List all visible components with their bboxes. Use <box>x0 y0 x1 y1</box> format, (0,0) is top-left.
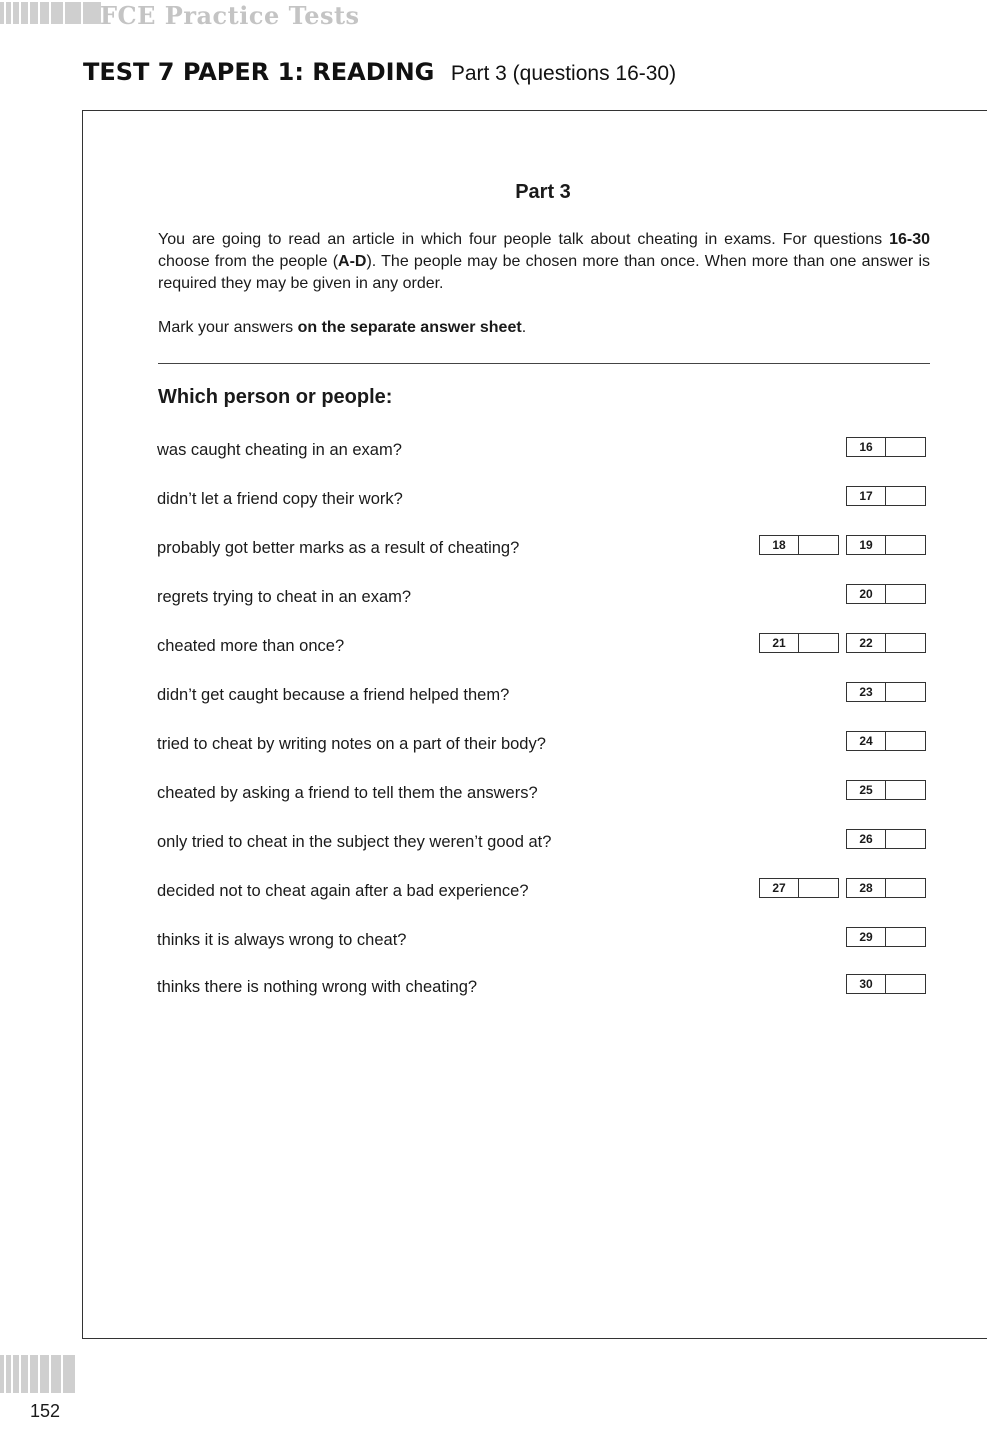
question-row <box>157 486 927 514</box>
question-text: didn’t let a friend copy their work? <box>157 490 403 508</box>
answer-box[interactable] <box>846 633 926 653</box>
question-row <box>157 584 927 612</box>
question-row <box>157 927 927 955</box>
part-subtitle: Part 3 (questions 16-30) <box>450 62 677 85</box>
answer-box[interactable] <box>759 878 839 898</box>
answer-box[interactable] <box>846 974 926 994</box>
test-heading <box>83 58 676 86</box>
mark-text: Mark your answers <box>158 319 298 336</box>
question-heading: Which person or people: <box>158 386 393 408</box>
question-row <box>157 974 927 1002</box>
question-range: 16-30 <box>889 231 930 248</box>
question-text: thinks there is nothing wrong with cheating? <box>157 978 478 996</box>
mark-answers-instruction <box>158 319 526 337</box>
page-number: 152 <box>30 1401 61 1421</box>
answer-box[interactable] <box>846 829 926 849</box>
answer-box-number: 18 <box>760 536 799 554</box>
instructions-text: ). The people may be chosen more than once. When more than one answer is required they may be given in any order. <box>158 253 930 292</box>
question-row <box>157 437 927 465</box>
answer-box-number: 28 <box>847 879 886 897</box>
answer-box-number: 22 <box>847 634 886 652</box>
question-text: thinks it is always wrong to cheat? <box>157 931 407 949</box>
answer-box-number: 23 <box>847 683 886 701</box>
answer-box-number: 30 <box>847 975 886 993</box>
test-title: TEST 7 PAPER 1: READING <box>83 58 435 86</box>
instructions <box>158 229 930 295</box>
answer-box[interactable] <box>846 486 926 506</box>
answer-box[interactable] <box>846 927 926 947</box>
question-text: tried to cheat by writing notes on a part of their body? <box>157 735 546 753</box>
question-text: regrets trying to cheat in an exam? <box>157 588 412 606</box>
answer-box[interactable] <box>846 682 926 702</box>
question-row <box>157 633 927 661</box>
question-text: was caught cheating in an exam? <box>157 441 402 459</box>
answer-box-number: 17 <box>847 487 886 505</box>
answer-box[interactable] <box>846 731 926 751</box>
section-divider <box>158 363 930 364</box>
footer-logo-bars <box>0 1355 75 1393</box>
instructions-text: You are going to read an article in which four people talk about cheating in exams. For questions <box>158 231 890 248</box>
people-range: A-D <box>338 253 367 270</box>
answer-sheet-emphasis: on the separate answer sheet <box>297 319 522 336</box>
question-text: cheated more than once? <box>157 637 345 655</box>
question-text: probably got better marks as a result of cheating? <box>157 539 520 557</box>
answer-box-number: 27 <box>760 879 799 897</box>
mark-text-end: . <box>521 319 527 336</box>
question-row <box>157 829 927 857</box>
instructions-text: choose from the people ( <box>158 253 339 270</box>
answer-box-number: 16 <box>847 438 886 456</box>
question-row <box>157 682 927 710</box>
question-text: didn’t get caught because a friend helped them? <box>157 686 510 704</box>
answer-box-number: 19 <box>847 536 886 554</box>
series-title: FCE Practice Tests <box>100 1 360 30</box>
answer-box[interactable] <box>759 535 839 555</box>
answer-box[interactable] <box>759 633 839 653</box>
answer-box[interactable] <box>846 780 926 800</box>
series-logo-bars <box>0 2 101 24</box>
question-row <box>157 878 927 906</box>
answer-box-number: 21 <box>760 634 799 652</box>
question-text: cheated by asking a friend to tell them the answers? <box>157 784 538 802</box>
answer-box[interactable] <box>846 584 926 604</box>
answer-box-number: 29 <box>847 928 886 946</box>
question-row <box>157 535 927 563</box>
answer-box[interactable] <box>846 535 926 555</box>
question-row <box>157 780 927 808</box>
answer-box-number: 25 <box>847 781 886 799</box>
question-text: only tried to cheat in the subject they weren’t good at? <box>157 833 552 851</box>
question-row <box>157 731 927 759</box>
answer-box-number: 26 <box>847 830 886 848</box>
answer-box[interactable] <box>846 437 926 457</box>
answer-box[interactable] <box>846 878 926 898</box>
part-title: Part 3 <box>515 181 571 203</box>
question-text: decided not to cheat again after a bad experience? <box>157 882 529 900</box>
answer-box-number: 20 <box>847 585 886 603</box>
answer-box-number: 24 <box>847 732 886 750</box>
